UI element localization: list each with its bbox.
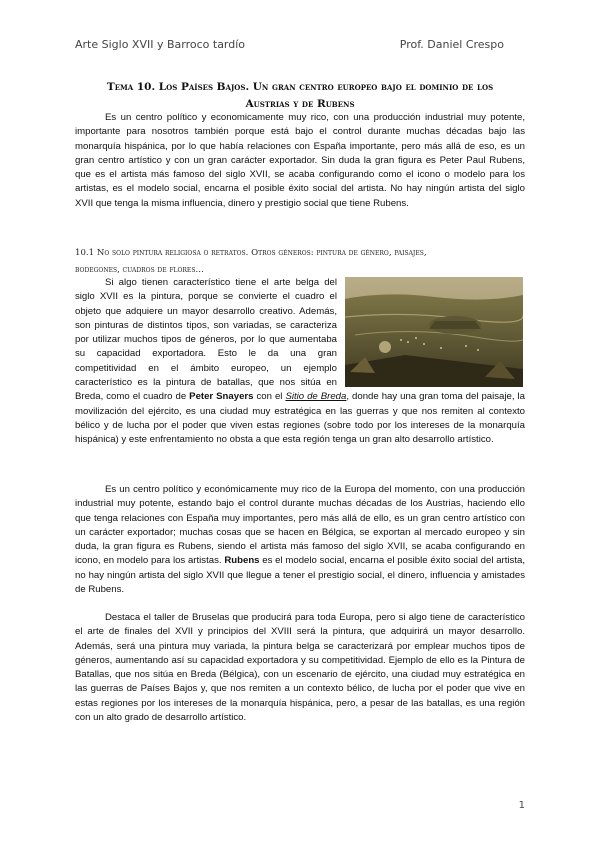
section-heading-line-2: bodegones, cuadros de flores… xyxy=(75,265,205,275)
paragraph-3-part-1: Es un centro político y económicamente muy rico de la Europa del momento, con una producción industrial muy potente, estando bajo el control durante muchas décadas de los Austrias, haciendo ello que tenga relaciones con España muy importantes, pero más allá de ello, es un gran centro artístico con un carácter exportador; muchas cosas que se hacen en Bélgica, se exportan al mercado europeo y sin duda, la gran figura es Rubens, siendo el artista más famoso del siglo XVII, se acaba configurando en icono, en modelo para los artistas. xyxy=(75,484,525,567)
paragraph-4: Destaca el taller de Bruselas que producirá para toda Europa, pero si algo tiene de característico el arte de finales del XVII y principios del XVIII será la pintura, que adquirirá un mayor desarrollo. Además, será una pintura muy variada, la pintura belga se caracterizará por emplear muchos tipos de géneros, aumentando así su capacidad exportadora y su competitividad. Ejemplo de ello es la Pintura de Batallas, que nos sitúa en Breda (Bélgica), con un escenario de ejército, una ciudad muy estratégica en las guerras de Países Bajos y, que nos remiten a un contexto bélico, de lucha por el poder que vive en estas regiones por los intereses de la monarquía hispánica, pero, a pesar de las batallas, es una región con un alto grado de desarrollo artístico. xyxy=(75,612,525,724)
section-heading-line-1: 10.1 No solo pintura religiosa o retratos. Otros géneros: pintura de género, paisajes, xyxy=(75,248,427,258)
paragraph-3 xyxy=(75,483,525,597)
header-professor: Prof. Daniel Crespo xyxy=(399,38,504,51)
paragraph-4-block xyxy=(75,611,525,725)
work-title-sitio-de-breda: Sitio de Breda xyxy=(285,391,347,403)
title-line-2: Austrias y de Rubens xyxy=(245,98,355,110)
page-title xyxy=(70,79,530,113)
paragraph-3-part-2: es el modelo social, encarna el posible éxito social del artista, no hay ningún artista del siglo XVII que llegue a tener el prestigio social, el dinero, influencia y amistades de Rubens. xyxy=(75,555,526,596)
paragraph-2-part-2: , donde hay una gran toma del paisaje, la movilización del ejército, es una ciudad muy estratégica en las guerras y que nos remiten al contexto bélico y de lucha por el poder que viven estas regiones (sobre todo por los intereses de la monarquía hispánica) y este enfrentamiento no obsta a que esta región tenga un gran alto desarrollo artístico. xyxy=(75,391,525,446)
paragraph-2-part-1: Si algo tienen característico tiene el arte belga del siglo XVII es la pintura, porque se convierte el cuadro el objeto que adquiere un mayor desarrollo creativo. Además, son pinturas de distintos tipos, son variadas, se caracteriza por utilizar muchos tipos de géneros, por lo que aumentaba su capacidad exportadora. Esto le da una gran competitividad en el ámbito europeo, un ejemplo característico es la pintura de batallas, que nos sitúa en Breda, como el cuadro de xyxy=(75,277,337,403)
paragraph-3-block xyxy=(75,483,525,597)
page-number: 1 xyxy=(518,800,525,811)
artist-name-snayers: Peter Snayers xyxy=(189,391,254,403)
figure-float-spacer xyxy=(337,276,525,389)
title-line-1: Tema 10. Los Países Bajos. Un gran centro europeo bajo el dominio de los xyxy=(106,81,494,93)
intro-paragraph-block xyxy=(75,111,525,211)
header-course: Arte Siglo XVII y Barroco tardío xyxy=(75,38,246,51)
paragraph-2-connector: con el xyxy=(256,391,283,403)
artist-name-rubens: Rubens xyxy=(224,555,260,567)
intro-paragraph: Es un centro político y economicamente muy rico, con una producción industrial muy potente, importante para nosotros también porque está bajo el control durante muchas décadas bajo las monarquía hispánica, por lo que había relaciones con España importante, pero más allá de eso, es un gran centro artístico y con un gran carácter exportador. Sin duda la gran figura es Peter Paul Rubens, que es el artista más famoso del siglo XVII, se acaba configurando como el icono o modelo para los artistas, es el modelo social, encarna el posible éxito social del artista. No hay ningún artista del siglo XVII que tenga la misma influencia, dinero y prestigio social que tiene Rubens. xyxy=(75,112,525,209)
paragraph-2-block xyxy=(75,276,525,448)
section-heading xyxy=(75,245,527,279)
